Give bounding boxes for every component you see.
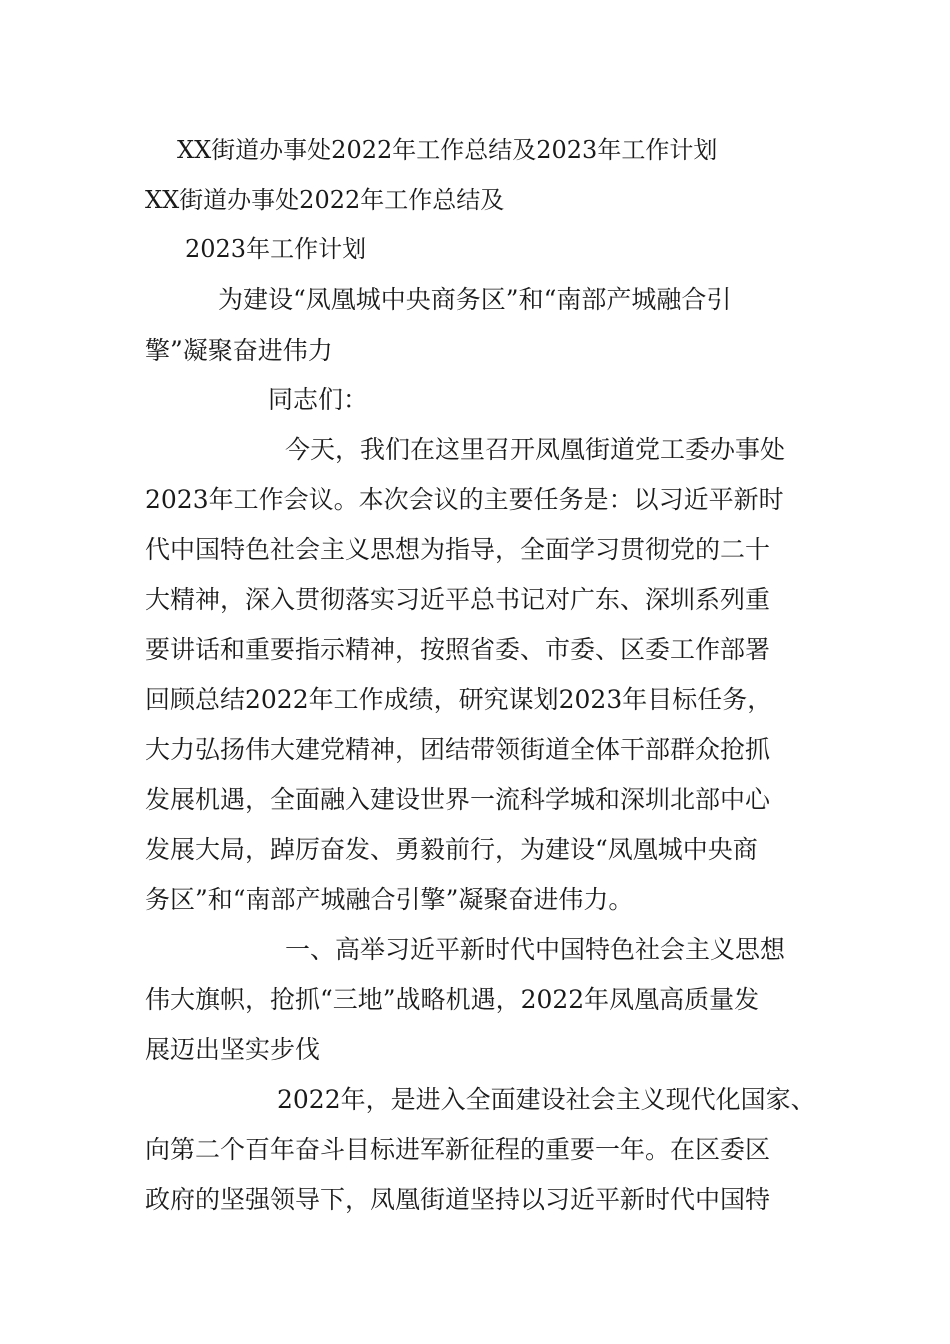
body-line: 要讲话和重要指示精神，按照省委、市委、区委工作部署 <box>145 635 771 664</box>
section-heading-line: 展迈出坚实步伐 <box>145 1035 321 1064</box>
body-line: 向第二个百年奋斗目标进军新征程的重要一年。在区委区 <box>145 1135 771 1164</box>
body-line: 今天，我们在这里召开凤凰街道党工委办事处 <box>285 435 786 464</box>
document-heading-year-line: 2023年工作计划 <box>185 235 367 263</box>
document-title-line: XX街道办事处2022年工作总结及2023年工作计划 <box>177 136 718 164</box>
body-line: 回顾总结2022年工作成绩，研究谋划2023年目标任务， <box>145 685 773 714</box>
speech-title-line: 擎”凝聚奋进伟力 <box>145 336 333 365</box>
speech-title-line: 为建设“凤凰城中央商务区”和“南部产城融合引 <box>218 285 732 314</box>
body-line: 2023年工作会议。本次会议的主要任务是：以习近平新时 <box>145 485 784 514</box>
body-line: 务区”和“南部产城融合引擎”凝聚奋进伟力。 <box>145 885 634 914</box>
body-line: 大精神，深入贯彻落实习近平总书记对广东、深圳系列重 <box>145 585 771 614</box>
section-heading-line: 伟大旗帜，抢抓“三地”战略机遇，2022年凤凰高质量发 <box>145 985 760 1014</box>
body-line: 政府的坚强领导下，凤凰街道坚持以习近平新时代中国特 <box>145 1185 771 1214</box>
body-line: 发展机遇，全面融入建设世界一流科学城和深圳北部中心 <box>145 785 771 814</box>
body-line: 2022年，是进入全面建设社会主义现代化国家、 <box>277 1085 816 1114</box>
section-heading-line: 一、高举习近平新时代中国特色社会主义思想 <box>285 935 786 964</box>
body-line: 代中国特色社会主义思想为指导，全面学习贯彻党的二十 <box>145 535 771 564</box>
document-heading-line: XX街道办事处2022年工作总结及 <box>145 186 505 214</box>
body-line: 发展大局，踔厉奋发、勇毅前行，为建设“凤凰城中央商 <box>145 835 758 864</box>
salutation: 同志们： <box>268 385 369 414</box>
body-line: 大力弘扬伟大建党精神，团结带领街道全体干部群众抢抓 <box>145 735 771 764</box>
